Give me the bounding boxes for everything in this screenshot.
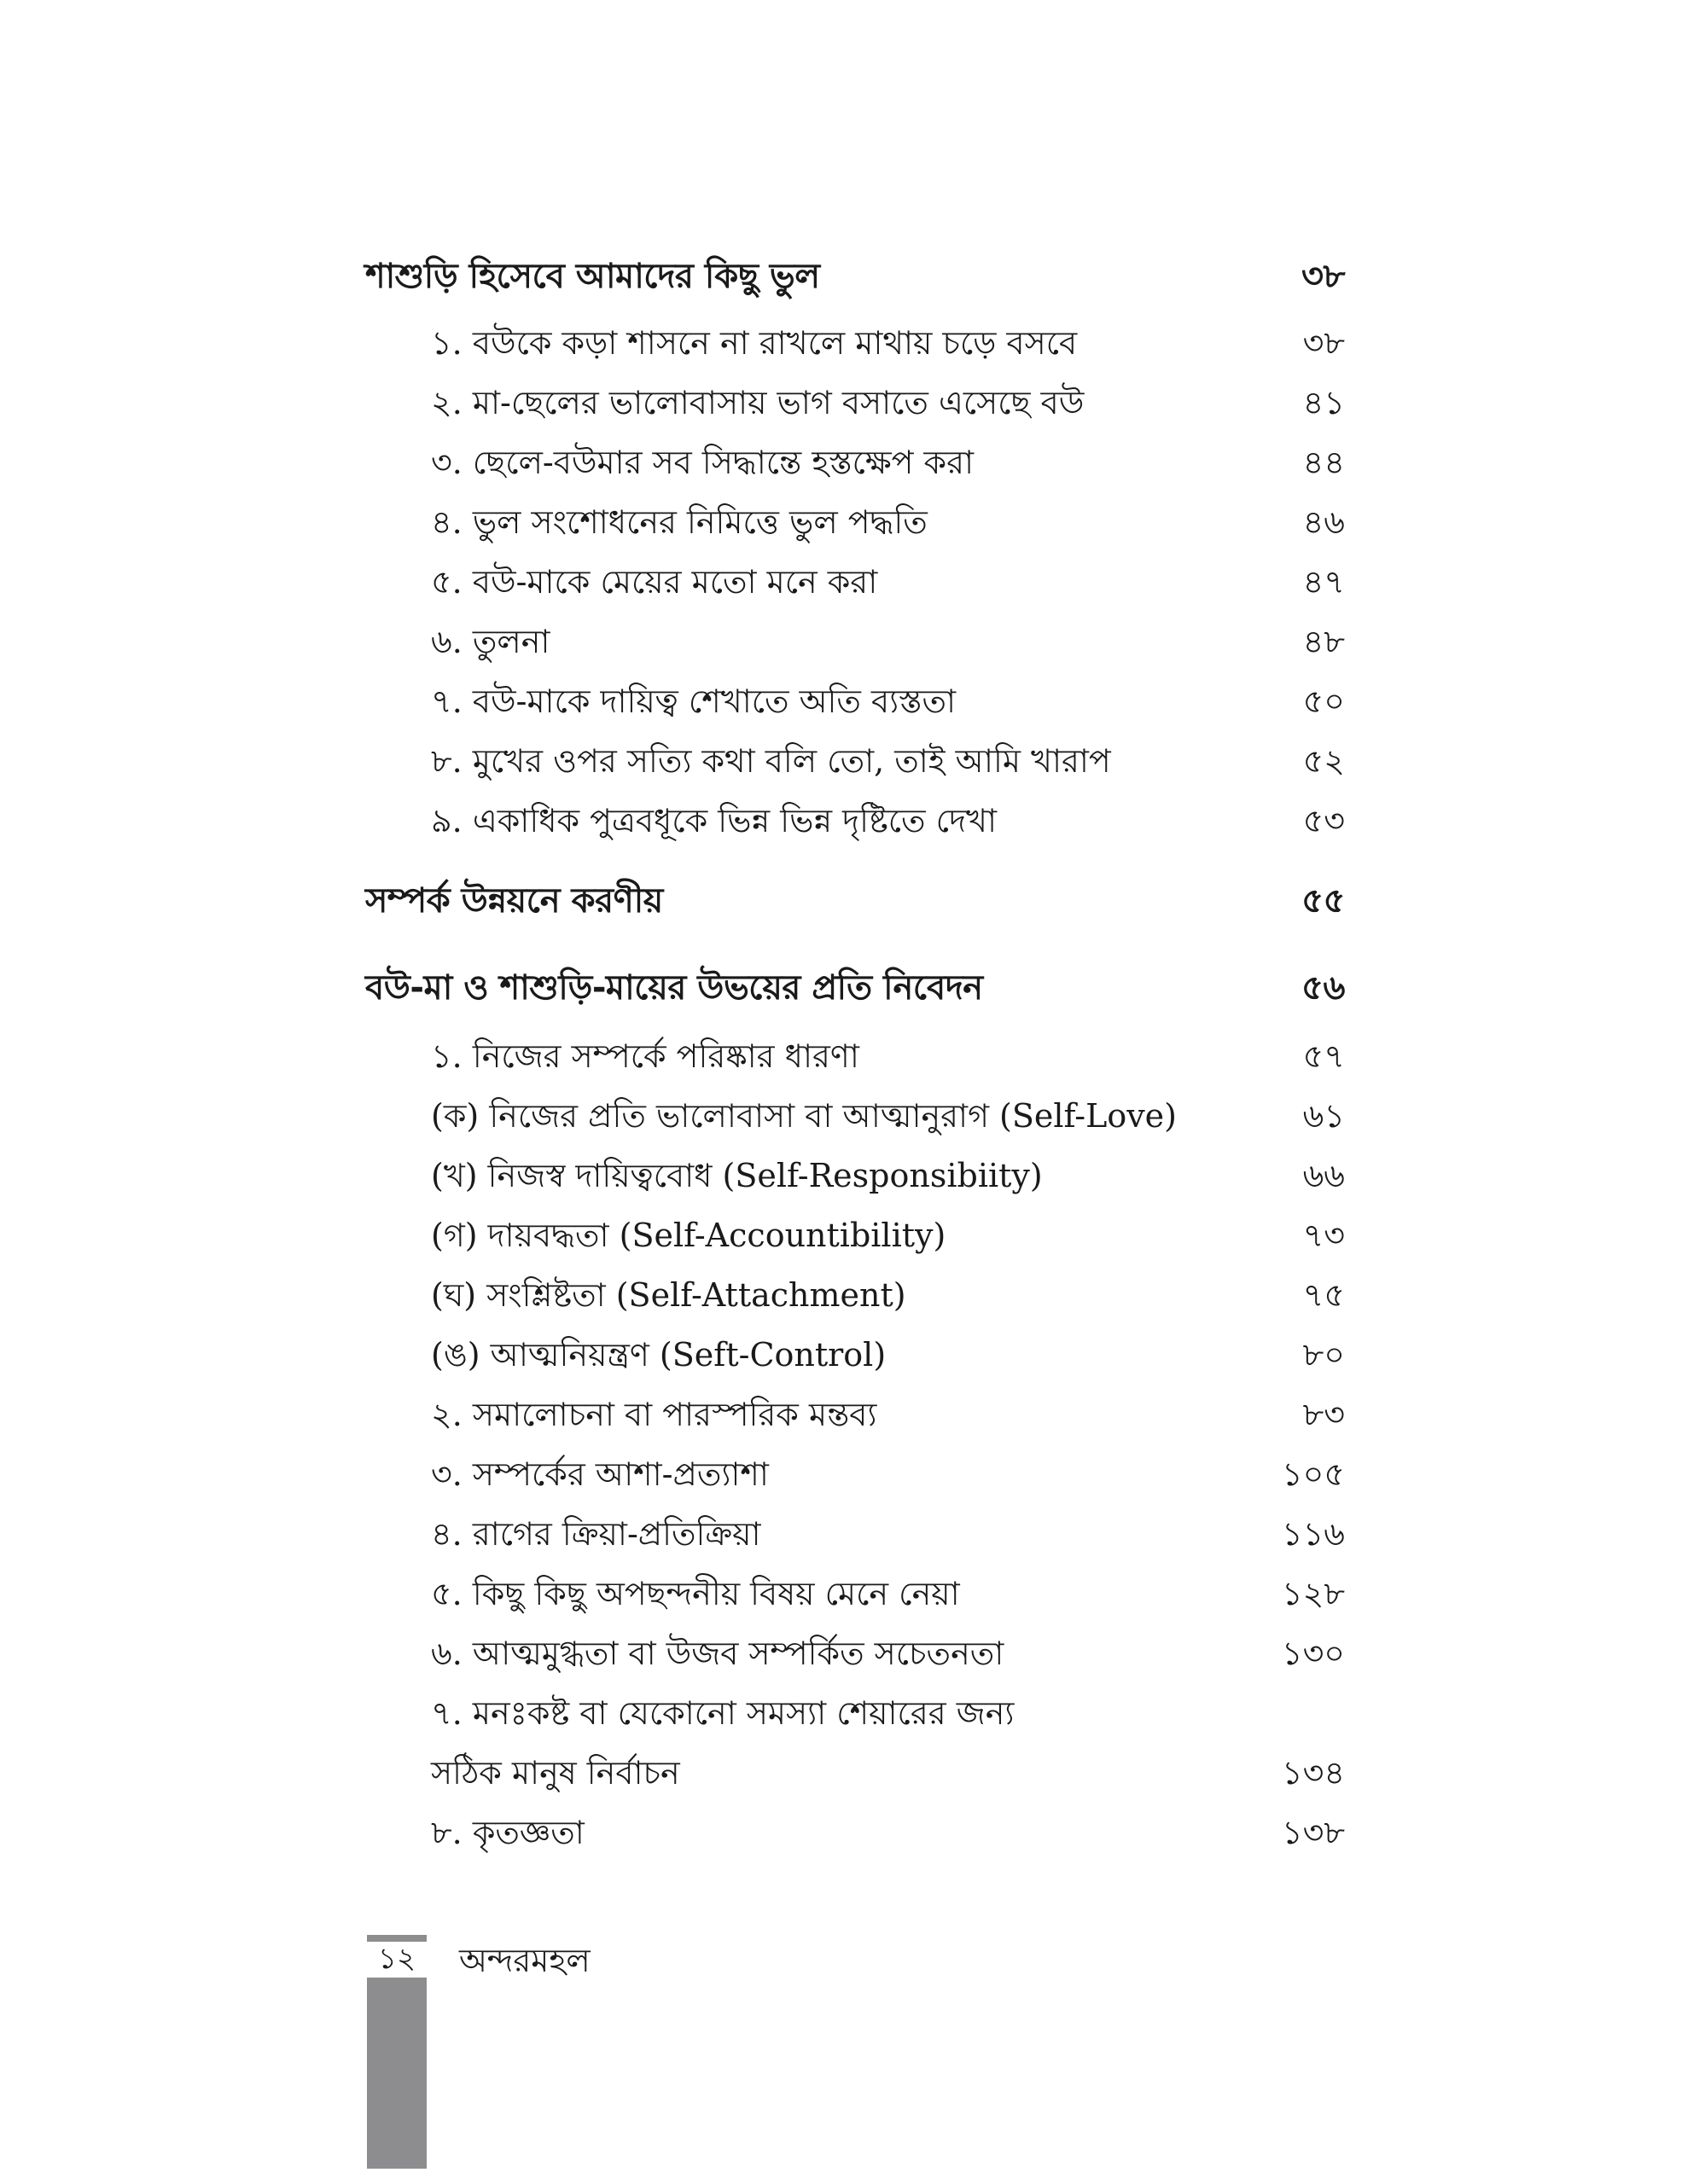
toc-item (431, 1447, 1345, 1507)
toc-page-number: ৫৭ (1302, 1037, 1345, 1075)
toc-item (431, 1626, 1345, 1686)
toc-page-number: ৩৮ (1302, 324, 1345, 362)
toc-item-title: ৫. বউ-মাকে মেয়ের মতো মনে করা (431, 563, 878, 601)
toc-item-title: ৬. তুলনা (431, 623, 550, 660)
toc-item (431, 375, 1345, 435)
toc-item (431, 1208, 1345, 1268)
toc-page-number: ১১৬ (1281, 1515, 1345, 1553)
toc-page-number: ৪৮ (1302, 623, 1345, 660)
toc-page-number: ৩৮ (1301, 256, 1345, 296)
toc-item-title: (ক) নিজের প্রতি ভালোবাসা বা আত্মানুরাগ (Self-Love) (431, 1097, 1177, 1135)
toc-item-title: ৩. ছেলে-বউমার সব সিদ্ধান্তে হস্তক্ষেপ করা (431, 444, 975, 481)
toc-item (431, 495, 1345, 555)
toc-heading-title: শাশুড়ি হিসেবে আমাদের কিছু ভুল (365, 256, 820, 296)
toc-item (431, 734, 1345, 793)
toc-page-number: ৪৭ (1302, 563, 1345, 601)
toc-item-title: (খ) নিজস্ব দায়িত্ববোধ (Self-Responsibiity) (431, 1157, 1043, 1194)
toc-item-title: সঠিক মানুষ নির্বাচন (431, 1754, 680, 1792)
toc-item-title: ৭. বউ-মাকে দায়িত্ব শেখাতে অতি ব্যস্ততা (431, 682, 956, 720)
toc-page-number: ৫৬ (1301, 967, 1345, 1008)
toc-page-number: ৫০ (1302, 682, 1345, 720)
toc-item (431, 1566, 1345, 1626)
toc-page-number: ৮৩ (1302, 1396, 1345, 1433)
toc-item-title: ৭. মনঃকষ্ট বা যেকোনো সমস্যা শেয়ারের জন্য (431, 1694, 1015, 1732)
toc-item-title: ৫. কিছু কিছু অপছন্দনীয় বিষয় মেনে নেয়া (431, 1575, 960, 1612)
toc-item-title: ১. বউকে কড়া শাসনে না রাখলে মাথায় চড়ে বসবে (431, 324, 1078, 362)
toc-item-title: (ঘ) সংশ্লিষ্টতা (Self-Attachment) (431, 1276, 906, 1314)
toc-item (431, 1148, 1345, 1208)
toc-page-number: ৮০ (1302, 1336, 1345, 1374)
toc-item (431, 1387, 1345, 1447)
footer-side-bar (367, 1978, 427, 2169)
toc-page-number: ৫৩ (1302, 802, 1345, 839)
toc-page-number: ৫২ (1302, 742, 1345, 780)
footer-page-number: ১২ (377, 1942, 416, 1976)
toc-page-number: ১৩০ (1281, 1635, 1345, 1672)
toc-item-title: ৯. একাধিক পুত্রবধূকে ভিন্ন ভিন্ন দৃষ্টিতে দেখা (431, 802, 998, 839)
toc-page-number: ১৩৮ (1281, 1814, 1345, 1851)
toc-item (431, 614, 1345, 674)
toc-page-number: ১০৫ (1281, 1455, 1345, 1493)
toc-heading-title: বউ-মা ও শাশুড়ি-মায়ের উভয়ের প্রতি নিবেদন (365, 967, 983, 1008)
toc-item (431, 1507, 1345, 1566)
toc-item-title: ৩. সম্পর্কের আশা-প্রত্যাশা (431, 1455, 769, 1493)
toc-page-number: ৪৬ (1302, 503, 1345, 541)
toc-item-title: (গ) দায়বদ্ধতা (Self-Accountibility) (431, 1217, 946, 1254)
toc-page-number: ১২৮ (1281, 1575, 1345, 1612)
toc-item (431, 674, 1345, 734)
toc-heading (365, 247, 1345, 307)
toc-item (431, 793, 1345, 853)
toc-heading-title: সম্পর্ক উন্নয়নে করণীয় (365, 880, 663, 921)
toc-item (431, 1327, 1345, 1387)
toc-item (431, 1805, 1345, 1865)
toc-item-title: ৪. ভুল সংশোধনের নিমিত্তে ভুল পদ্ধতি (431, 503, 928, 541)
toc-item-title: ৬. আত্মমুগ্ধতা বা উজব সম্পর্কিত সচেতনতা (431, 1635, 1004, 1672)
toc-item (431, 316, 1345, 375)
toc-item (431, 435, 1345, 495)
toc-page-number: ৬১ (1302, 1097, 1345, 1135)
footer-book-title: অন্দরমহল (459, 1942, 591, 1979)
toc-item-continuation (431, 1745, 1345, 1805)
toc-page-number: ১৩৪ (1281, 1754, 1345, 1792)
toc-item-title: (ঙ) আত্মনিয়ন্ত্রণ (Seft-Control) (431, 1336, 887, 1374)
footer-top-bar (367, 1935, 427, 1942)
toc-page-number: ৭৫ (1302, 1276, 1345, 1314)
toc-page-number: ৫৫ (1301, 880, 1345, 921)
toc-heading (365, 872, 1345, 932)
toc-item-title: ৮. মুখের ওপর সত্যি কথা বলি তো, তাই আমি খারাপ (431, 742, 1111, 780)
toc-page-number: ৭৩ (1302, 1217, 1345, 1254)
toc-item-title: ১. নিজের সম্পর্কে পরিষ্কার ধারণা (431, 1037, 859, 1075)
toc-page-number: ৬৬ (1302, 1157, 1345, 1194)
toc-item-title: ২. সমালোচনা বা পারস্পরিক মন্তব্য (431, 1396, 877, 1433)
toc-item (431, 1089, 1345, 1148)
toc-page-number: ৪১ (1302, 384, 1345, 421)
toc-item-title: ৮. কৃতজ্ঞতা (431, 1814, 585, 1851)
toc-item (431, 1268, 1345, 1327)
toc-heading (365, 959, 1345, 1019)
toc-item (431, 555, 1345, 614)
toc-item-title: ২. মা-ছেলের ভালোবাসায় ভাগ বসাতে এসেছে বউ (431, 384, 1085, 421)
toc-page-number: ৪৪ (1302, 444, 1345, 481)
toc-item-title: ৪. রাগের ক্রিয়া-প্রতিক্রিয়া (431, 1515, 761, 1553)
toc-item (431, 1029, 1345, 1089)
toc-item (431, 1686, 1345, 1745)
